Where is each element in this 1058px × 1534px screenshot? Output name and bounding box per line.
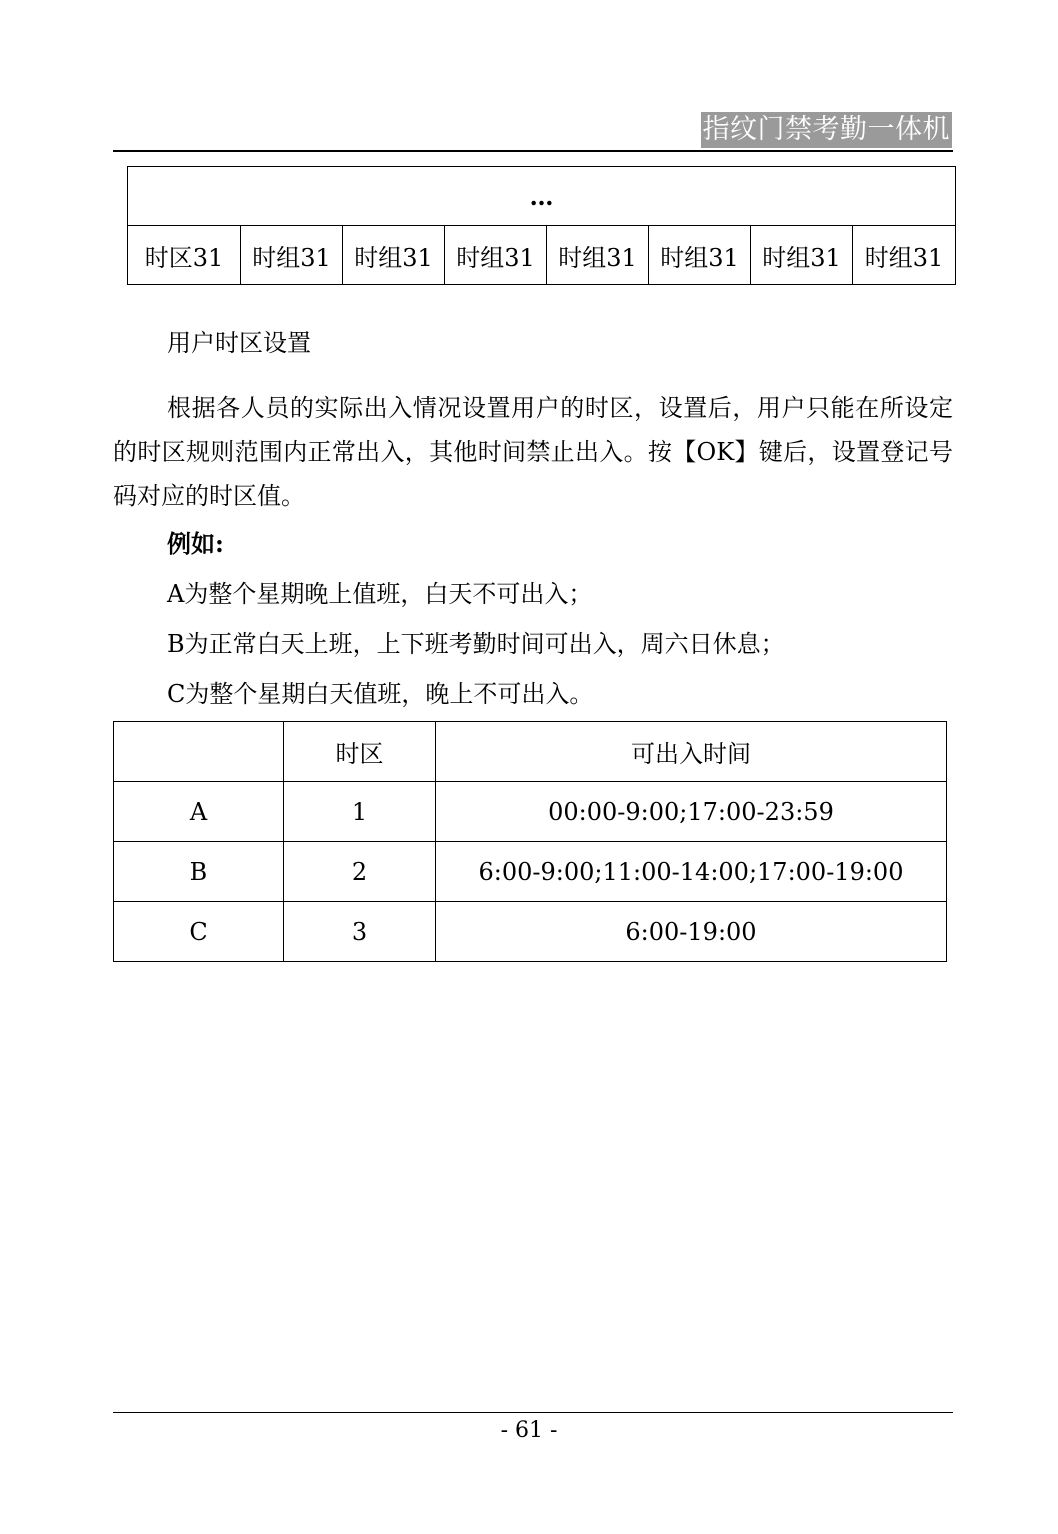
table-cell: 时组31	[649, 226, 751, 285]
table-cell: 2	[284, 842, 436, 902]
ellipsis-cell: …	[128, 167, 956, 226]
table-cell: B	[114, 842, 284, 902]
page-number: - 61 -	[500, 1418, 558, 1443]
table-cell: A	[114, 782, 284, 842]
table-cell: 1	[284, 782, 436, 842]
table-row	[128, 167, 956, 226]
table-cell: 时组31	[343, 226, 445, 285]
table-cell: 时组31	[445, 226, 547, 285]
user-timezone-table	[113, 721, 947, 962]
table-cell: 6:00-9:00;11:00-14:00;17:00-19:00	[436, 842, 947, 902]
table-row	[114, 842, 947, 902]
header-title: 指纹门禁考勤一体机	[701, 112, 953, 148]
footer-divider	[113, 1412, 953, 1413]
table-cell: 时组31	[751, 226, 853, 285]
table-header-cell: 可出入时间	[436, 722, 947, 782]
header-divider	[113, 150, 953, 152]
table-row	[114, 902, 947, 962]
table-cell: 时组31	[241, 226, 343, 285]
table-cell: C	[114, 902, 284, 962]
table-cell: 时组31	[547, 226, 649, 285]
section-heading: 用户时区设置	[167, 329, 311, 357]
table-row	[128, 226, 956, 285]
table-header-cell	[114, 722, 284, 782]
table-row	[114, 782, 947, 842]
table-cell: 3	[284, 902, 436, 962]
example-c: C为整个星期白天值班，晚上不可出入。	[167, 680, 594, 708]
section-body: 根据各人员的实际出入情况设置用户的时区，设置后，用户只能在所设定的时区规则范围内正常出入，其他时间禁止出入。按【OK】键后，设置登记号码对应的时区值。	[113, 394, 953, 510]
example-label: 例如:	[167, 529, 224, 558]
table-cell: 6:00-19:00	[436, 902, 947, 962]
table-cell: 时区31	[128, 226, 241, 285]
table-header-row	[114, 722, 947, 782]
table-header-cell: 时区	[284, 722, 436, 782]
example-a: A为整个星期晚上值班，白天不可出入；	[167, 580, 593, 608]
table-cell: 00:00-9:00;17:00-23:59	[436, 782, 947, 842]
example-b: B为正常白天上班，上下班考勤时间可出入，周六日休息；	[167, 630, 785, 658]
time-group-table	[127, 166, 956, 285]
table-cell: 时组31	[853, 226, 956, 285]
